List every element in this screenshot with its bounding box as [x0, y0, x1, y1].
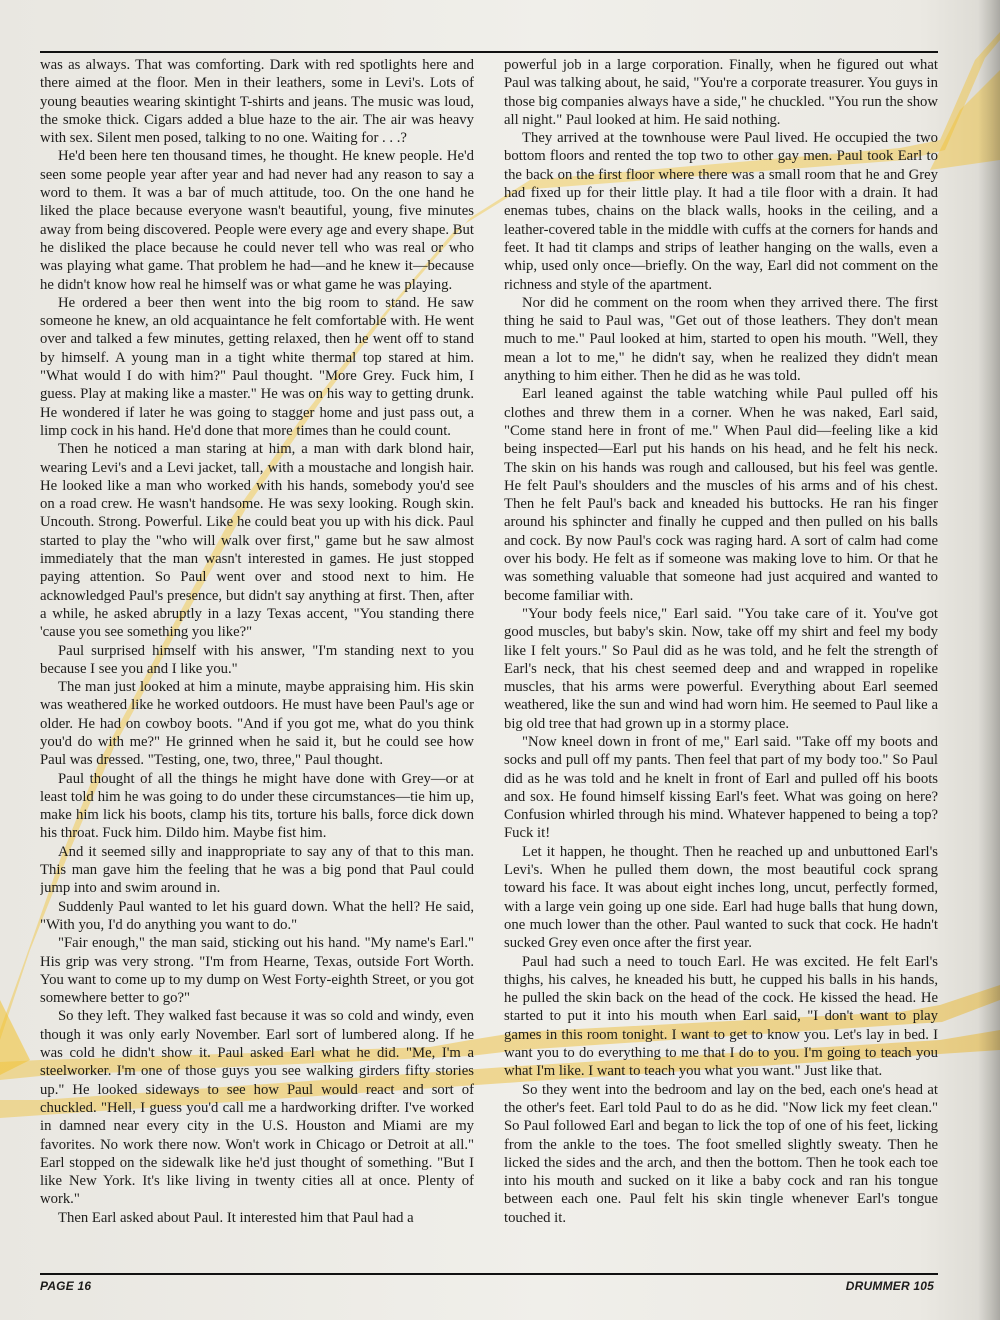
- paragraph: "Your body feels nice," Earl said. "You take care of it. You've got good muscles, but baby's skin. Now, take off my shirt and feel my body like I felt yours." So Paul did as he was told, and he felt the strength of Earl's neck, that his chest seemed deep and and wrapped in ropelike muscles, that his arms were powerful. Everything about Earl seemed weathered, like the sun and wind had worn him. He seemed to Paul like a big old tree that had grown up in a stormy place.: [504, 605, 938, 732]
- paragraph: "Now kneel down in front of me," Earl said. "Take off my boots and socks and pull off my pants. Then feel that part of my body too." So Paul did as he was told and he knelt in front of Earl and pulled off his boots and sox. He found himself kissing Earl's feet. What was going on here? Confusion whirled through his mind. Whatever happened to being a top? Fuck it!: [504, 733, 938, 842]
- paragraph: Then Earl asked about Paul. It interested him that Paul had a: [58, 1209, 414, 1226]
- paragraph: They arrived at the townhouse were Paul lived. He occupied the two bottom floors and rented the top two to other gay men. Paul took Earl to the back on the first floor where there was a small room that he and Grey had fixed up for their little play. It had a tile floor with a drain. It had enemas tubes, chains on the black walls, hooks in the ceiling, and a leather-covered table in the middle with cuffs at the corners for hands and feet. It had tit clamps and strips of leather hanging on the walls, even a whip, used only once—briefly. On the way, Earl did not comment on the richness and style of the apartment.: [504, 130, 938, 293]
- paragraph: The man just looked at him a minute, maybe appraising him. His skin was weathered like he worked outdoors. He must have been Paul's age or older. He had on cowboy boots. "And if you got me, what do you think you'd do with me?" He grinned when he said it, but he could see how Paul was dressed. "Testing, one, two, three," Paul thought.: [40, 679, 474, 769]
- paragraph: was as always. That was comforting. Dark with red spotlights here and there aimed at the floor. Men in their leathers, some in Levi's. Lots of young beauties wearing skintight T-shirts and jeans. The music was loud, the smoke thick. Cigars added a blue haze to the air. The air was heavy with sex. Silent men posed, talking to no one. Waiting for . . .?: [40, 57, 474, 147]
- paragraph: Paul thought of all the things he might have done with Grey—or at least told him he was going to do under these circumstances—tie him up, make him lick his boots, clamp his tits, torture his balls, force dick down his throat. Fuck him. Dildo him. Maybe fist him.: [40, 770, 474, 842]
- paragraph: Nor did he comment on the room when they arrived there. The first thing he said to Paul was, "Get out of those leathers. They don't mean much to me." Paul looked at him, started to open his mouth. "Well, they mean a lot to me," he didn't say, when he realized they didn't mean anything to him either. Then he did as he was told.: [504, 294, 938, 385]
- paragraph: Paul had such a need to touch Earl. He was excited. He felt Earl's thighs, his calves, he kneaded his butt, he cupped his balls in his hands, he pulled the skin back on the head of the cock. He kissed the head. He started to put it into his mouth when Earl said, "I don't want to play games in this room tonight. I want to get to know you. Let's lay in bed. I want you to do everything to me that I do to you. I'm going to teach you what I'm like. I want to teach you what you want." Just like that.: [504, 953, 938, 1080]
- paragraph: So they went into the bedroom and lay on the bed, each one's head at the other's feet. Earl told Paul to do as he did. "Now lick my feet clean." So Paul followed Earl and began to lick the top of one of his feet, licking from the ankle to the toes. The foot smelled slightly sweaty. Then he licked the sides and the arch, and then the bottom. Then he took each toe into his mouth and sucked on it like a baby cock and ran his tongue between each one. Paul felt his skin tingle whenever Earl's tongue touched it.: [504, 1081, 938, 1226]
- paragraph: "Fair enough," the man said, sticking out his hand. "My name's Earl." His grip was very strong. "I'm from Hearne, Texas, outside Fort Worth. You want to come up to my dump on West Forty-eighth Street, or you got somewhere better to go?": [40, 935, 474, 1007]
- bottom-rule: [40, 1273, 938, 1275]
- page-number: PAGE 16: [40, 1279, 92, 1293]
- left-text-column: [40, 56, 474, 1266]
- paragraph: Suddenly Paul wanted to let his guard down. What the hell? He said, "With you, I'd do anything you want to do.": [40, 898, 474, 933]
- paragraph: Let it happen, he thought. Then he reached up and unbuttoned Earl's Levi's. When he pulled them down, the most beautiful cock sprang toward his face. It was about eight inches long, uncut, perfectly formed, with a large vein going up one side. Earl had huge balls that hung down, one much lower than the other. Paul wanted to suck that cock. He hadn't sucked Grey even once after the first year.: [504, 843, 938, 952]
- right-text-column: [504, 56, 938, 1266]
- top-rule: [40, 51, 938, 53]
- page-spine-shadow: [978, 0, 1000, 1320]
- magazine-issue: DRUMMER 105: [845, 1279, 934, 1293]
- paragraph: Earl leaned against the table watching while Paul pulled off his clothes and threw them in a corner. When he was naked, Earl said, "Come stand here in front of me." When Paul did—feeling like a kid being inspected—Earl put his hands on his head, and he felt his neck. The skin on his hands was rough and calloused, but his feel was gentle. He felt Paul's shoulders and the muscles of his arms and of his chest. Then he felt Paul's back and kneaded his buttocks. He ran his finger around his sphincter and finally he cupped and then pulled on his balls and cock. By now Paul's cock was raging hard. A sort of calm had come over his body. He felt as if someone was making love to him. Or that he was something valuable that someone had just acquired and wanted to become familiar with.: [504, 386, 938, 604]
- paragraph: So they left. They walked fast because it was so cold and windy, even though it was only early November. Earl sort of lumbered along. If he was cold he didn't show it. Paul asked Earl what he did. "Me, I'm a steelworker. I'm one of those guys you see walking girders fifty stories up." He looked sideways to see how Paul would react and sort of chuckled. "Hell, I guess you'd call me a hardworking drifter. I've worked in damned near every city in the U.S. Houston and Miami are my favorites. No work there now. Won't work in Chicago or Detroit at all." Earl stopped on the sidewalk like he'd just thought of something. "But I like New York. It's like living in twenty cities all at once. Plenty of work.": [40, 1008, 474, 1208]
- paragraph: He'd been here ten thousand times, he thought. He knew people. He'd seen some people year after year and had never had any reason to say a word to them. It was a bar of much attitude, too. On the one hand he liked the place because everyone wasn't beautiful, young, five minutes away from being discovered. People were every age and every shape. But he disliked the place because he could never tell who was real or who was playing what game. That problem he had—and he knew it—because he didn't know how real he himself was or what game he was playing.: [40, 148, 474, 293]
- paragraph: Then he noticed a man staring at him, a man with dark blond hair, wearing Levi's and a Levi jacket, tall, with a moustache and longish hair. He looked like a man who worked with his hands, somebody you'd see on a road crew. He wasn't handsome. He was sexy looking. Rough skin. Uncouth. Strong. Powerful. Like he could beat you up with his dick. Paul started to play the "who will walk over first," game but he saw almost immediately that the man wasn't interested in games. He just stopped paying attention. So Paul went over and stood next to him. He acknowledged Paul's presence, but didn't say anything at first. Then, after a while, he asked abruptly in a lazy Texas accent, "You standing there 'cause you see something you like?": [40, 441, 474, 641]
- paragraph: powerful job in a large corporation. Finally, when he figured out what Paul was talking about, he said, "You're a corporate treasurer. You guys in those big companies always have a side," he chuckled. "You run the show all night." Paul looked at him. He said nothing.: [504, 57, 938, 128]
- paragraph: And it seemed silly and inappropriate to say any of that to this man. This man gave him the feeling that he was a big pond that Paul could jump into and swim around in.: [40, 843, 474, 897]
- paragraph: He ordered a beer then went into the big room to stand. He saw someone he knew, an old acquaintance he felt comfortable with. He went over and talked a few minutes, getting relaxed, then he went off to stand by himself. A young man in a tight white thermal top stared at him. "What would I do with him?" Paul thought. "More Grey. Fuck him, I guess. Play at making like a master." He was on his way to getting drunk. He wondered if later he was going to stagger home and just pass out, a limp cock in his hand. He'd done that more times than he could count.: [40, 294, 474, 439]
- paragraph: Paul surprised himself with his answer, "I'm standing next to you because I see you and I like you.": [40, 642, 474, 677]
